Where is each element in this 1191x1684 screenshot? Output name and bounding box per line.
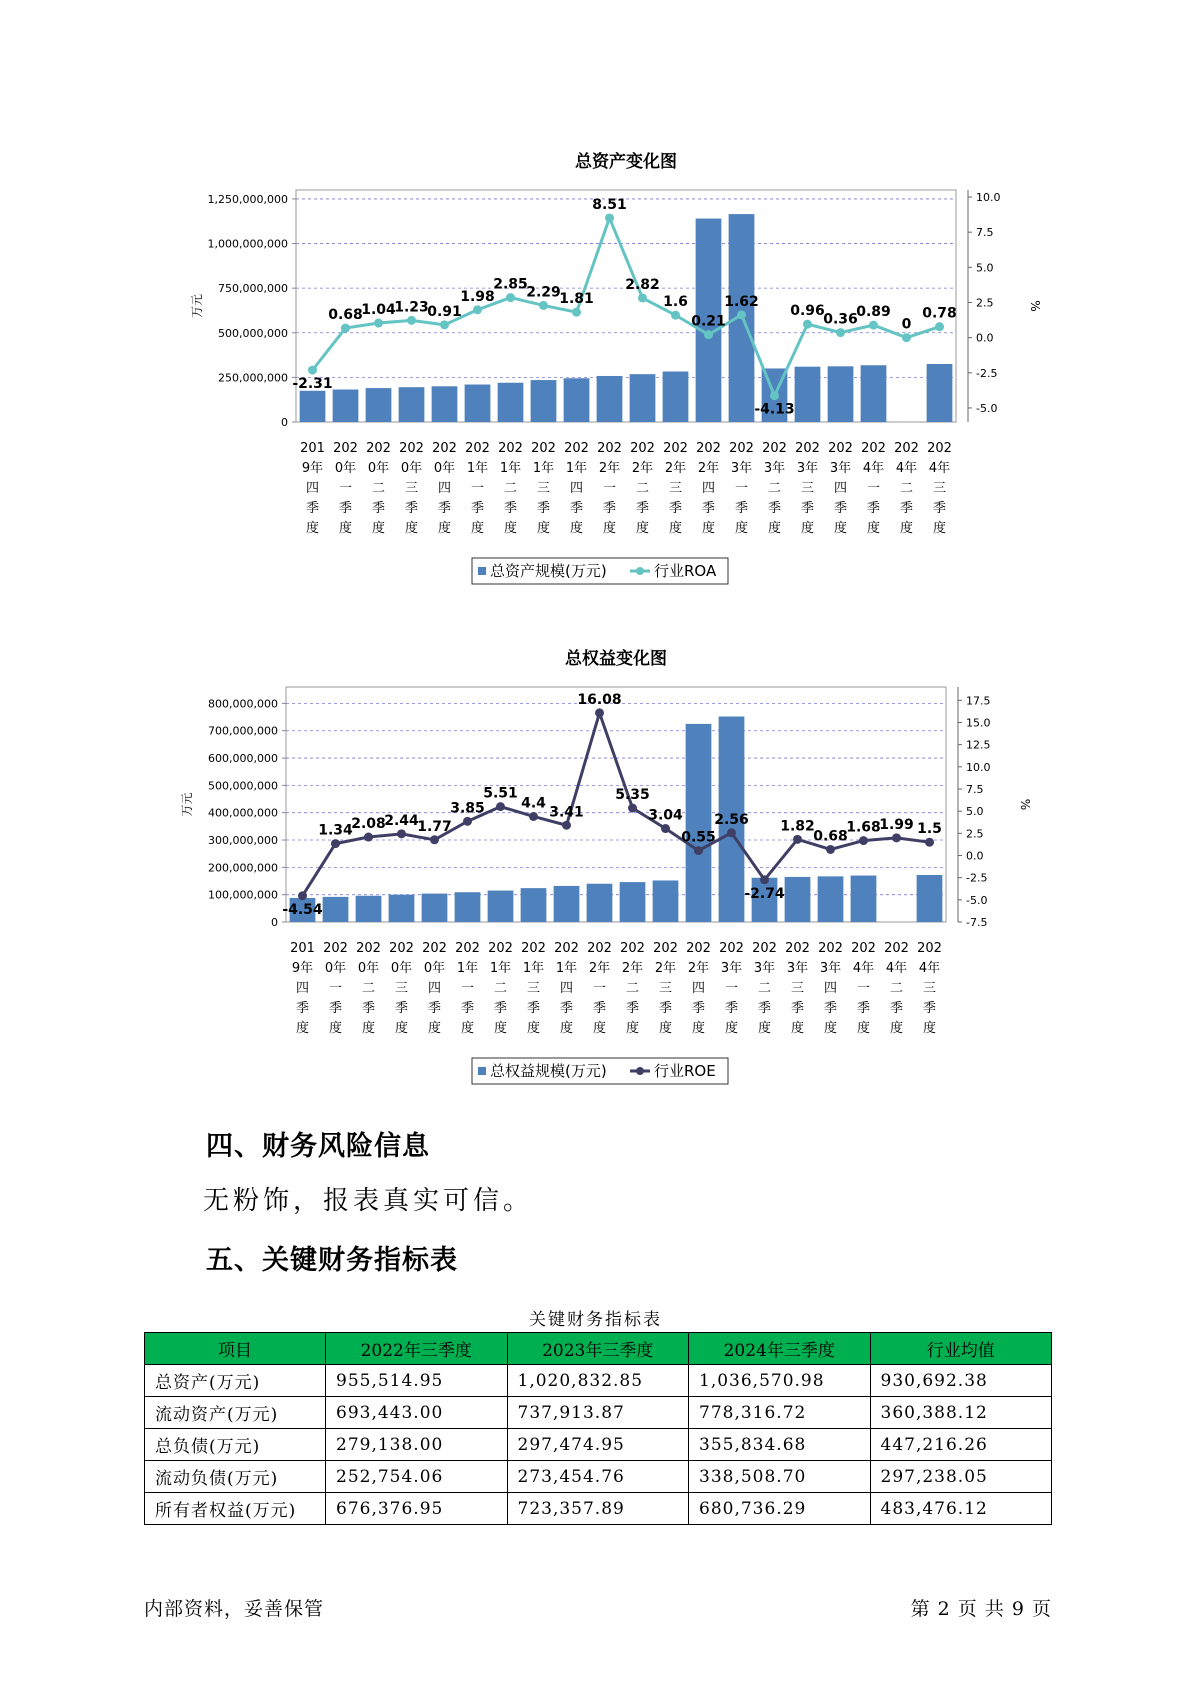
category-label: 202 1年四季度 (554, 941, 579, 1036)
right-tick-label: 15.0 (966, 716, 991, 730)
key-financial-table (144, 1332, 1052, 1525)
line-point (902, 333, 911, 342)
key-financial-heading: 五、关键财务指标表 (206, 1245, 458, 1276)
category-label: 202 3年四季度 (828, 441, 853, 536)
data-label: 0.36 (823, 311, 858, 328)
total-assets-chart (0, 140, 1191, 600)
data-label: 0.96 (790, 303, 825, 320)
line-point (506, 293, 515, 302)
category-label: 202 1年三季度 (531, 441, 556, 536)
category-label: 201 9年四季度 (300, 441, 325, 536)
data-label: 1.98 (460, 288, 495, 305)
right-tick-label: 2.5 (976, 296, 994, 310)
cell-value: 693,443.00 (326, 1397, 508, 1429)
bar (785, 877, 811, 922)
category-label: 202 0年一季度 (323, 941, 348, 1036)
right-tick-label: 0.0 (966, 849, 984, 863)
bar (686, 724, 712, 922)
bar (587, 884, 613, 922)
data-label: -4.54 (282, 901, 323, 918)
legend-bar-label: 总权益规模(万元) (490, 1062, 607, 1080)
data-label: 5.35 (615, 787, 650, 804)
data-label: 2.44 (384, 812, 419, 829)
footer-confidential-note: 内部资料，妥善保管 (144, 1598, 325, 1620)
category-label: 202 0年四季度 (422, 941, 447, 1036)
left-tick-label: 0 (271, 916, 278, 929)
bar (630, 374, 656, 422)
left-tick-label: 1,250,000,000 (207, 192, 288, 206)
line-point (331, 839, 340, 848)
line-point (440, 320, 449, 329)
data-label: 1.5 (917, 821, 942, 838)
line-point (529, 812, 538, 821)
bar (432, 386, 458, 422)
table-row (145, 1493, 1052, 1525)
header-item: 项目 (145, 1333, 326, 1365)
bar (795, 367, 821, 422)
bar (564, 378, 590, 422)
left-tick-label: 1,000,000,000 (207, 237, 288, 251)
table-caption: 关键财务指标表 (529, 1310, 662, 1330)
left-tick-label: 500,000,000 (218, 326, 288, 340)
line-point (859, 836, 868, 845)
line-point (925, 838, 934, 847)
bar (828, 366, 854, 422)
line-point (836, 328, 845, 337)
bar (333, 390, 359, 422)
row-label: 总资产(万元) (145, 1365, 326, 1397)
total-equity-chart-svg (0, 637, 1191, 1097)
table-row (145, 1397, 1052, 1429)
line-point (638, 293, 647, 302)
right-tick-label: 5.0 (976, 261, 994, 275)
left-tick-label: 600,000,000 (208, 752, 278, 766)
left-tick-label: 800,000,000 (208, 697, 278, 711)
cell-value: 297,238.05 (870, 1461, 1052, 1493)
line-point (661, 824, 670, 833)
data-label: 3.41 (549, 804, 584, 821)
data-label: 16.08 (577, 691, 622, 708)
left-axis-label: 万元 (190, 293, 204, 319)
right-tick-label: 10.0 (976, 191, 1001, 205)
data-label: 1.82 (780, 818, 815, 835)
category-label: 202 4年三季度 (927, 441, 952, 536)
cell-value: 447,216.26 (870, 1429, 1052, 1461)
legend-bar-swatch (478, 1067, 486, 1075)
data-label: 2.85 (493, 276, 528, 293)
category-label: 202 1年二季度 (488, 941, 513, 1036)
line-point (803, 320, 812, 329)
category-label: 202 3年四季度 (818, 941, 843, 1036)
category-label: 202 1年一季度 (465, 441, 490, 536)
right-tick-label: 10.0 (966, 760, 991, 774)
left-tick-label: 100,000,000 (208, 888, 278, 902)
category-label: 202 2年一季度 (587, 941, 612, 1036)
category-label: 202 3年三季度 (785, 941, 810, 1036)
category-label: 202 3年二季度 (752, 941, 777, 1036)
category-label: 202 1年二季度 (498, 441, 523, 536)
data-label: 2.29 (526, 284, 561, 301)
line-point (298, 891, 307, 900)
header-2023q3: 2023年三季度 (507, 1333, 689, 1365)
data-label: 0.78 (922, 305, 957, 322)
category-label: 202 0年四季度 (432, 441, 457, 536)
data-label: 1.81 (559, 291, 594, 308)
right-tick-label: -7.5 (966, 916, 988, 929)
plot-frame (286, 687, 946, 922)
row-label: 流动资产(万元) (145, 1397, 326, 1429)
data-label: 0.55 (681, 829, 716, 846)
total-equity-chart (0, 637, 1191, 1097)
bar (323, 897, 349, 922)
line-point (727, 828, 736, 837)
legend-line-marker (636, 1067, 644, 1075)
data-label: 0.68 (813, 828, 848, 845)
right-tick-label: 17.5 (966, 694, 991, 708)
row-label: 总负债(万元) (145, 1429, 326, 1461)
data-label: 0 (901, 316, 912, 333)
series-line (303, 713, 930, 896)
bar (389, 895, 415, 922)
table-row (145, 1429, 1052, 1461)
category-label: 202 1年一季度 (455, 941, 480, 1036)
legend-bar-label: 总资产规模(万元) (490, 562, 607, 580)
bar (554, 886, 580, 922)
category-label: 202 4年三季度 (917, 941, 942, 1036)
category-label: 202 1年三季度 (521, 941, 546, 1036)
data-label: 2.56 (714, 811, 749, 828)
cell-value: 360,388.12 (870, 1397, 1052, 1429)
chart-title: 总权益变化图 (565, 649, 667, 669)
bar (851, 876, 877, 922)
category-label: 201 9年四季度 (290, 941, 315, 1036)
total-assets-chart-svg (0, 140, 1191, 600)
line-point (595, 708, 604, 717)
legend-line-label: 行业ROE (654, 1062, 716, 1080)
cell-value: 676,376.95 (326, 1493, 508, 1525)
data-label: 1.77 (417, 818, 452, 835)
table-header-row (145, 1333, 1052, 1365)
data-label: 5.51 (483, 785, 518, 802)
line-point (694, 846, 703, 855)
bar (300, 391, 326, 422)
data-label: 1.62 (724, 293, 759, 310)
risk-info-heading: 四、财务风险信息 (206, 1131, 430, 1162)
line-point (892, 833, 901, 842)
cell-value: 355,834.68 (689, 1429, 871, 1461)
data-label: 1.04 (361, 302, 396, 319)
row-label: 所有者权益(万元) (145, 1493, 326, 1525)
category-label: 202 0年三季度 (399, 441, 424, 536)
header-2024q3: 2024年三季度 (689, 1333, 871, 1365)
data-label: 1.68 (846, 819, 881, 836)
cell-value: 279,138.00 (326, 1429, 508, 1461)
cell-value: 1,036,570.98 (689, 1365, 871, 1397)
cell-value: 297,474.95 (507, 1429, 689, 1461)
line-point (562, 821, 571, 830)
left-tick-label: 700,000,000 (208, 724, 278, 738)
cell-value: 680,736.29 (689, 1493, 871, 1525)
data-label: 0.89 (856, 304, 891, 321)
bar (597, 376, 623, 422)
right-tick-label: 5.0 (966, 805, 984, 819)
bar (521, 888, 547, 922)
bar (455, 892, 481, 922)
left-tick-label: 300,000,000 (208, 834, 278, 848)
category-label: 202 4年二季度 (894, 441, 919, 536)
data-label: -2.74 (744, 885, 785, 902)
bar (653, 880, 679, 922)
data-label: 1.99 (879, 816, 914, 833)
bar (498, 383, 524, 422)
table-row (145, 1365, 1052, 1397)
cell-value: 723,357.89 (507, 1493, 689, 1525)
line-point (760, 875, 769, 884)
category-label: 202 2年三季度 (663, 441, 688, 536)
data-label: 3.85 (450, 800, 485, 817)
line-point (793, 835, 802, 844)
category-label: 202 3年一季度 (729, 441, 754, 536)
line-point (628, 804, 637, 813)
category-label: 202 2年一季度 (597, 441, 622, 536)
header-industry-avg: 行业均值 (870, 1333, 1052, 1365)
line-point (341, 324, 350, 333)
category-label: 202 2年四季度 (686, 941, 711, 1036)
bar (663, 371, 689, 422)
data-label: 0.21 (691, 313, 726, 330)
category-label: 202 2年二季度 (620, 941, 645, 1036)
data-label: 2.82 (625, 276, 660, 293)
row-label: 流动负债(万元) (145, 1461, 326, 1493)
category-label: 202 0年一季度 (333, 441, 358, 536)
bar (465, 385, 491, 422)
category-label: 202 0年二季度 (366, 441, 391, 536)
cell-value: 1,020,832.85 (507, 1365, 689, 1397)
risk-info-text: 无粉饰，报表真实可信。 (203, 1186, 534, 1216)
line-point (364, 833, 373, 842)
bar (366, 388, 392, 422)
line-point (539, 301, 548, 310)
right-tick-label: 7.5 (976, 226, 994, 240)
right-tick-label: 7.5 (966, 782, 984, 796)
line-point (572, 308, 581, 317)
line-point (473, 305, 482, 314)
cell-value: 930,692.38 (870, 1365, 1052, 1397)
footer-page-number: 第 2 页 共 9 页 (910, 1598, 1052, 1620)
left-tick-label: 0 (281, 416, 288, 429)
line-point (704, 330, 713, 339)
left-tick-label: 750,000,000 (218, 282, 288, 296)
data-label: 8.51 (592, 196, 627, 213)
category-label: 202 1年四季度 (564, 441, 589, 536)
line-point (737, 310, 746, 319)
bar (917, 875, 943, 922)
left-tick-label: 500,000,000 (208, 779, 278, 793)
category-label: 202 2年二季度 (630, 441, 655, 536)
cell-value: 737,913.87 (507, 1397, 689, 1429)
left-tick-label: 250,000,000 (218, 371, 288, 385)
category-label: 202 4年一季度 (861, 441, 886, 536)
line-point (869, 321, 878, 330)
data-label: -2.31 (292, 376, 333, 393)
cell-value: 778,316.72 (689, 1397, 871, 1429)
right-tick-label: -5.0 (976, 401, 998, 415)
header-2022q3: 2022年三季度 (326, 1333, 508, 1365)
category-label: 202 3年三季度 (795, 441, 820, 536)
data-label: 1.34 (318, 822, 353, 839)
line-point (935, 322, 944, 331)
category-label: 202 3年一季度 (719, 941, 744, 1036)
cell-value: 483,476.12 (870, 1493, 1052, 1525)
line-point (397, 829, 406, 838)
cell-value: 338,508.70 (689, 1461, 871, 1493)
left-axis-label: 万元 (180, 792, 194, 817)
bar (927, 364, 953, 422)
category-label: 202 2年三季度 (653, 941, 678, 1036)
line-point (496, 802, 505, 811)
line-point (407, 316, 416, 325)
data-label: 3.04 (648, 807, 683, 824)
table-row (145, 1461, 1052, 1493)
bar (620, 882, 646, 922)
bar (399, 387, 425, 422)
left-tick-label: 400,000,000 (208, 806, 278, 820)
legend-line-marker (636, 567, 644, 575)
cell-value: 252,754.06 (326, 1461, 508, 1493)
right-tick-label: 2.5 (966, 827, 984, 841)
line-point (308, 366, 317, 375)
left-tick-label: 200,000,000 (208, 861, 278, 875)
right-tick-label: -5.0 (966, 893, 988, 907)
line-point (770, 391, 779, 400)
data-label: 4.4 (521, 795, 546, 812)
line-point (430, 835, 439, 844)
data-label: 2.08 (351, 816, 386, 833)
data-label: 0.91 (427, 303, 462, 320)
cell-value: 273,454.76 (507, 1461, 689, 1493)
right-axis-label: % (1028, 300, 1042, 312)
bar (531, 380, 557, 422)
right-tick-label: 0.0 (976, 331, 994, 345)
legend-bar-swatch (478, 567, 486, 575)
category-label: 202 4年二季度 (884, 941, 909, 1036)
data-label: -4.13 (754, 401, 795, 418)
right-axis-label: % (1018, 798, 1032, 811)
category-label: 202 4年一季度 (851, 941, 876, 1036)
bar (356, 896, 382, 922)
data-label: 0.68 (328, 307, 363, 324)
legend-line-label: 行业ROA (654, 562, 717, 580)
data-label: 1.23 (394, 299, 429, 316)
cell-value: 955,514.95 (326, 1365, 508, 1397)
bar (422, 894, 448, 922)
right-tick-label: 12.5 (966, 738, 991, 752)
right-tick-label: -2.5 (976, 366, 998, 380)
line-point (826, 845, 835, 854)
category-label: 202 2年四季度 (696, 441, 721, 536)
category-label: 202 3年二季度 (762, 441, 787, 536)
right-tick-label: -2.5 (966, 871, 988, 885)
line-point (463, 817, 472, 826)
bar (488, 891, 514, 922)
line-point (671, 311, 680, 320)
bar (861, 365, 887, 422)
line-point (374, 319, 383, 328)
bar (818, 876, 844, 922)
data-label: 1.6 (663, 294, 688, 311)
chart-title: 总资产变化图 (575, 152, 677, 172)
line-point (605, 213, 614, 222)
category-label: 202 0年三季度 (389, 941, 414, 1036)
category-label: 202 0年二季度 (356, 941, 381, 1036)
